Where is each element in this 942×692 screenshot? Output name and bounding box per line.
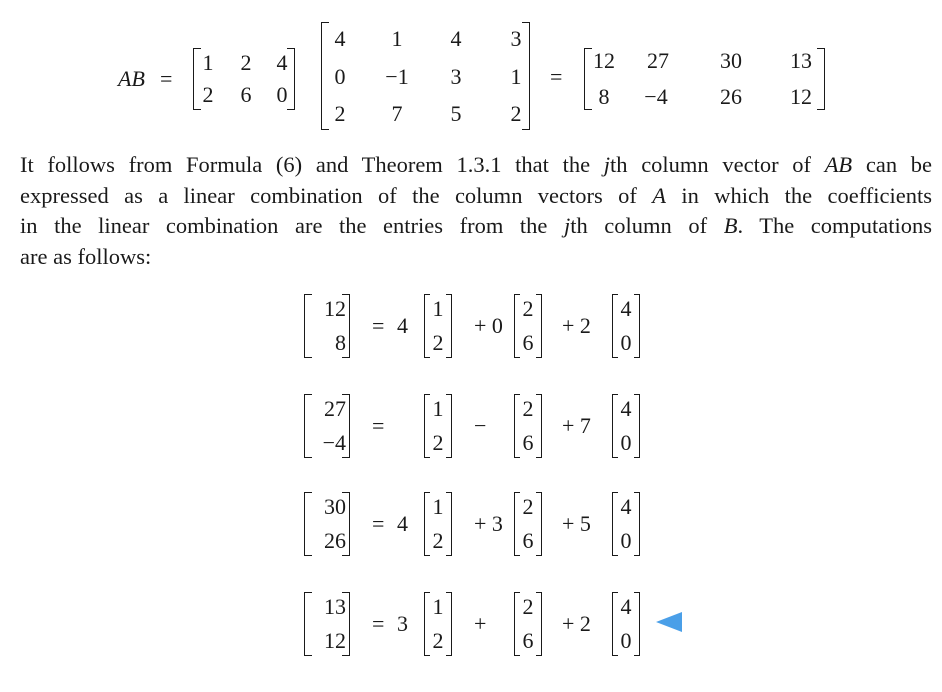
matrix-result-entry: 27 — [647, 48, 669, 73]
column-vector-entry: 0 — [620, 330, 632, 355]
column-vector-entry: 0 — [620, 528, 632, 553]
lhs-vector-entry: 12 — [324, 628, 346, 653]
equals-coefficient: = — [372, 511, 385, 536]
matrix-b-entry: 0 — [334, 64, 346, 89]
lhs-vector-entry: 12 — [324, 296, 346, 321]
column-vector-entry: 4 — [620, 296, 632, 321]
column-vector-entry: 2 — [522, 594, 534, 619]
column-vector-entry: 1 — [432, 396, 444, 421]
matrix-result-entry: 8 — [598, 84, 610, 109]
column-vector-entry: 2 — [522, 396, 534, 421]
lhs-vector-entry: 26 — [324, 528, 346, 553]
coefficient-1: 3 — [397, 611, 408, 636]
matrix-b-entry: 4 — [334, 26, 346, 51]
equals-coefficient: = — [372, 611, 385, 636]
equals-sign: = — [550, 64, 563, 89]
column-vector-entry: 4 — [620, 396, 632, 421]
paragraph-line: expressed as a linear combination of the column vectors of A in which the coefficients — [20, 182, 932, 208]
matrix-result-entry: 12 — [593, 48, 615, 73]
coefficient-1: 4 — [397, 313, 408, 338]
column-vector-entry: 2 — [432, 628, 444, 653]
matrix-b-left-bracket — [321, 22, 329, 130]
explanation-paragraph — [20, 150, 932, 272]
matrix-b-entry: 3 — [510, 26, 522, 51]
column-vector-entry: 0 — [620, 628, 632, 653]
matrix-a-entry: 0 — [276, 82, 288, 107]
operator-2: + 3 — [474, 511, 503, 536]
column-vector-entry: 2 — [522, 494, 534, 519]
matrix-result-entry: 30 — [720, 48, 742, 73]
lhs-vector-entry: 30 — [324, 494, 346, 519]
matrix-a-entry: 2 — [202, 82, 214, 107]
operator-2: + — [474, 611, 487, 636]
column-vector-entry: 6 — [522, 528, 534, 553]
matrix-a-entry: 6 — [240, 82, 252, 107]
column-vector-entry: 1 — [432, 594, 444, 619]
operator-2: − — [474, 413, 487, 438]
matrix-a-entry: 2 — [240, 50, 252, 75]
column-vector-entry: 6 — [522, 330, 534, 355]
column-vector-entry: 6 — [522, 430, 534, 455]
equals-sign: = — [160, 66, 173, 91]
column-vector-entry: 2 — [432, 430, 444, 455]
matrix-result-entry: 12 — [790, 84, 812, 109]
matrix-a-entry: 4 — [276, 50, 288, 75]
coefficient-1: 4 — [397, 511, 408, 536]
matrix-a-entry: 1 — [202, 50, 214, 75]
operator-2: + 0 — [474, 313, 503, 338]
matrix-b-entry: 1 — [510, 64, 522, 89]
column-vector-entry: 4 — [620, 494, 632, 519]
equals-coefficient: = — [372, 413, 385, 438]
column-vector-entry: 0 — [620, 430, 632, 455]
column-vector-entry: 6 — [522, 628, 534, 653]
matrix-b-entry: 4 — [450, 26, 462, 51]
lhs-vector-entry: 13 — [324, 594, 346, 619]
lhs-vector-entry: −4 — [322, 430, 346, 455]
matrix-b-entry: 7 — [391, 101, 403, 126]
matrix-result-entry: −4 — [644, 84, 668, 109]
paragraph-line: are as follows: — [20, 243, 152, 269]
paragraph-line: It follows from Formula (6) and Theorem 1.3.1 that the jth column vector of AB can be — [20, 152, 933, 177]
equals-coefficient: = — [372, 313, 385, 338]
left-pointing-triangle-icon — [656, 612, 682, 632]
matrix-b-entry: 5 — [450, 101, 462, 126]
matrix-result-entry: 26 — [720, 84, 742, 109]
operator-3: + 2 — [562, 313, 591, 338]
column-vector-entry: 2 — [522, 296, 534, 321]
matrix-result-entry: 13 — [790, 48, 812, 73]
lhs-vector-entry: 27 — [324, 396, 346, 421]
column-vector-entry: 2 — [432, 330, 444, 355]
operator-3: + 2 — [562, 611, 591, 636]
matrix-b-entry: 2 — [334, 101, 346, 126]
matrix-b-entry: 2 — [510, 101, 522, 126]
operator-3: + 5 — [562, 511, 591, 536]
matrix-b-entry: −1 — [385, 64, 409, 89]
matrix-b-entry: 3 — [450, 64, 462, 89]
column-vector-entry: 1 — [432, 494, 444, 519]
operator-3: + 7 — [562, 413, 591, 438]
lhs-label: AB — [118, 66, 145, 91]
paragraph-line: in the linear combination are the entries from the jth column of B. The computations — [20, 213, 933, 238]
matrix-b-entry: 1 — [391, 26, 403, 51]
column-vector-entry: 4 — [620, 594, 632, 619]
column-vector-entry: 1 — [432, 296, 444, 321]
column-vector-entry: 2 — [432, 528, 444, 553]
lhs-vector-entry: 8 — [335, 330, 346, 355]
